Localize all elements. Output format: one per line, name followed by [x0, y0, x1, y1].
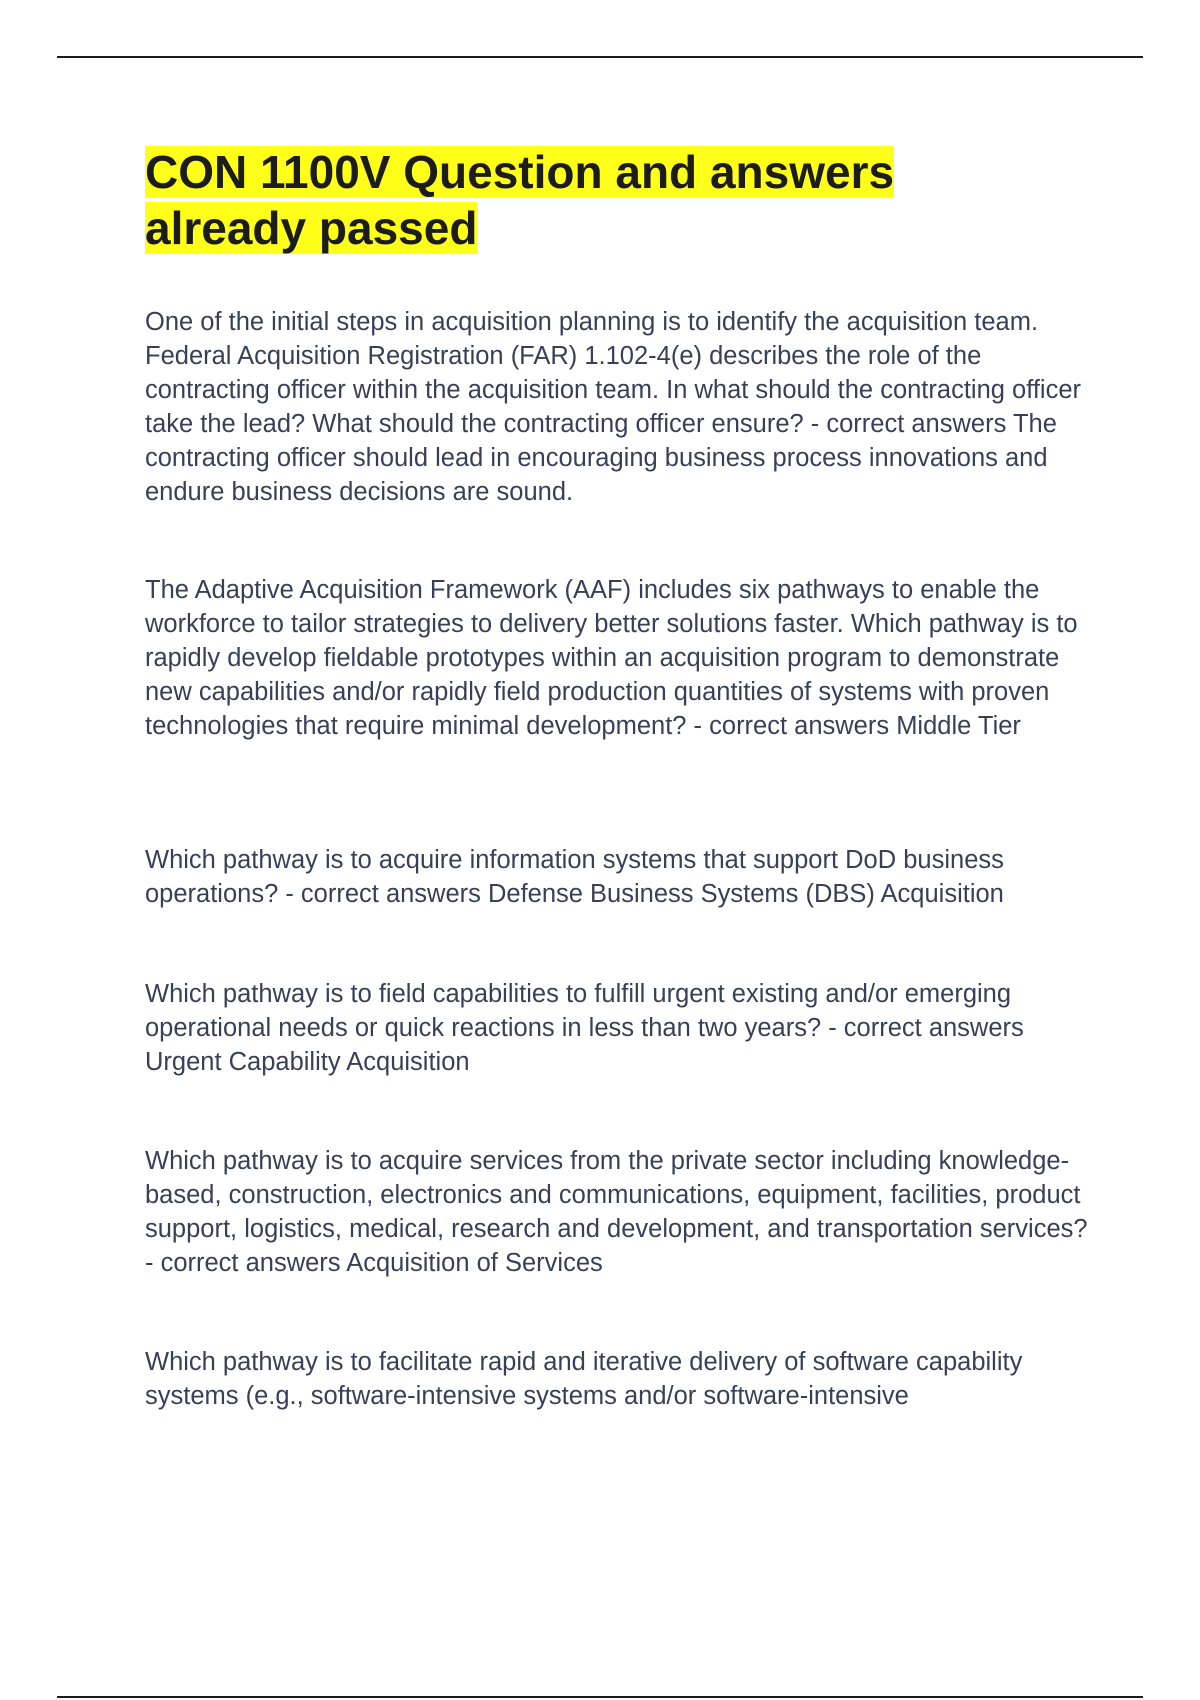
title-highlight: CON 1100V Question and answers already passed [145, 146, 895, 254]
qa-entry-6: Which pathway is to facilitate rapid and iterative delivery of software capability systems (e.g., software-intensive systems and/or software-intensive [145, 1348, 1023, 1410]
top-divider [57, 56, 1143, 58]
qa-entry-2: The Adaptive Acquisition Framework (AAF) includes six pathways to enable the workforce to tailor strategies to delivery better solutions faster. Which pathway is to rapidly develop fieldable prototypes within an acquisition program to demonstrate new capabilities and/or rapidly field production quantities of systems with proven technologies that require minimal development? - correct answers Middle Tier [145, 576, 1078, 740]
qa-entry-4: Which pathway is to field capabilities to fulfill urgent existing and/or emerging operational needs or quick reactions in less than two years? - correct answers Urgent Capability Acquisition [145, 980, 1024, 1076]
qa-entry-1: One of the initial steps in acquisition planning is to identify the acquisition team. Federal Acquisition Registration (FAR) 1.102-4(e) describes the role of the contracting officer within the acquisition team. In what should the contracting officer take the lead? What should the contracting officer ensure? - correct answers The contracting officer should lead in encouraging business process innovations and endure business decisions are sound. [145, 308, 1081, 506]
bottom-divider [57, 1696, 1143, 1698]
qa-entry-5: Which pathway is to acquire services from the private sector including knowledge-based, construction, electronics and communications, equipment, facilities, product support, logistics, medical, research and development, and transportation services? - correct answers Acquisition of Services [145, 1147, 1088, 1277]
document-title [145, 144, 1045, 256]
qa-entry-3: Which pathway is to acquire information systems that support DoD business operations? - correct answers Defense Business Systems (DBS) Acquisition [145, 846, 1004, 908]
